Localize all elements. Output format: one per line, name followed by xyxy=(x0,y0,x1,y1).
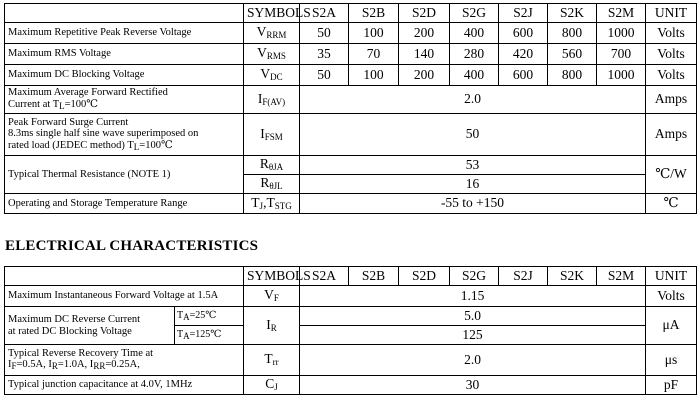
param-symbol: $I_{F(AV)}$ xyxy=(244,86,300,114)
param-desc: Maximum DC Blocking Voltage xyxy=(5,65,244,86)
param-desc: Peak Forward Surge Current 8.3ms single half sine wave superimposed on rated load (JEDEC method) TL=100℃ xyxy=(5,114,244,156)
header-part: S2J xyxy=(499,4,548,23)
value-cell: 200 xyxy=(399,23,450,44)
value-cell: 50 xyxy=(300,23,349,44)
value-cell: 560 xyxy=(548,44,597,65)
value-cell: 125 xyxy=(300,326,646,345)
unit-cell: Volts xyxy=(646,44,697,65)
unit-cell: ℃ xyxy=(646,194,697,214)
param-symbol: $R_{\theta JA}$ xyxy=(244,156,300,175)
param-symbol: $I_{FSM}$ xyxy=(244,114,300,156)
value-cell: 53 xyxy=(300,156,646,175)
unit-cell: Volts xyxy=(646,65,697,86)
value-cell: 100 xyxy=(349,65,399,86)
param-symbol: $T_J,T_{STG}$ xyxy=(244,194,300,214)
row-ir-25 xyxy=(5,307,697,326)
header-part: S2D xyxy=(399,4,450,23)
value-cell: 400 xyxy=(450,23,499,44)
header-part: S2B xyxy=(349,267,399,286)
unit-cell: μA xyxy=(646,307,697,345)
row-vrrm xyxy=(5,23,697,44)
param-symbol: $I_R$ xyxy=(244,307,300,345)
value-cell: 1000 xyxy=(597,23,646,44)
param-desc: Typical Reverse Recovery Time at IF=0.5A, IR=1.0A, IRR=0.25A, xyxy=(5,345,244,376)
value-cell: 35 xyxy=(300,44,349,65)
section-title: ELECTRICAL CHARACTERISTICS xyxy=(5,238,259,254)
value-cell: 280 xyxy=(450,44,499,65)
value-cell: 600 xyxy=(499,23,548,44)
header-part: S2A xyxy=(300,4,349,23)
param-desc: Maximum DC Reverse Current at rated DC Blocking Voltage xyxy=(5,307,175,345)
header-symbols: SYMBOLS xyxy=(244,267,300,286)
value-cell: 2.0 xyxy=(300,86,646,114)
param-desc: Maximum RMS Voltage xyxy=(5,44,244,65)
param-symbol: $C_J$ xyxy=(244,376,300,395)
value-cell: 400 xyxy=(450,65,499,86)
value-cell: 30 xyxy=(300,376,646,395)
header-part: S2J xyxy=(499,267,548,286)
header-part: S2D xyxy=(399,267,450,286)
param-symbol: $V_F$ xyxy=(244,286,300,307)
header-row xyxy=(5,267,697,286)
value-cell: 100 xyxy=(349,23,399,44)
header-part: S2M xyxy=(597,4,646,23)
header-part: S2K xyxy=(548,4,597,23)
param-desc: Maximum Repetitive Peak Reverse Voltage xyxy=(5,23,244,44)
header-unit: UNIT xyxy=(646,4,697,23)
value-cell: -55 to +150 xyxy=(300,194,646,214)
header-blank xyxy=(5,4,244,23)
electrical-table xyxy=(4,266,697,395)
header-part: S2A xyxy=(300,267,349,286)
param-symbol: $R_{\theta JL}$ xyxy=(244,175,300,194)
param-desc: Operating and Storage Temperature Range xyxy=(5,194,244,214)
max-ratings-table xyxy=(4,3,697,214)
value-cell: 700 xyxy=(597,44,646,65)
unit-cell: Amps xyxy=(646,114,697,156)
unit-cell: ℃/W xyxy=(646,156,697,194)
unit-cell: Amps xyxy=(646,86,697,114)
param-desc: Typical Thermal Resistance (NOTE 1) xyxy=(5,156,244,194)
unit-cell: Volts xyxy=(646,286,697,307)
param-symbol: $V_{DC}$ xyxy=(244,65,300,86)
header-part: S2G xyxy=(450,4,499,23)
row-trr xyxy=(5,345,697,376)
header-part: S2M xyxy=(597,267,646,286)
header-row xyxy=(5,4,697,23)
row-vf xyxy=(5,286,697,307)
header-part: S2G xyxy=(450,267,499,286)
value-cell: 2.0 xyxy=(300,345,646,376)
row-vrms xyxy=(5,44,697,65)
unit-cell: μs xyxy=(646,345,697,376)
value-cell: 200 xyxy=(399,65,450,86)
value-cell: 16 xyxy=(300,175,646,194)
header-symbols: SYMBOLS xyxy=(244,4,300,23)
row-ifsm xyxy=(5,114,697,156)
row-cj xyxy=(5,376,697,395)
row-ifav xyxy=(5,86,697,114)
value-cell: 800 xyxy=(548,65,597,86)
value-cell: 1.15 xyxy=(300,286,646,307)
row-temp xyxy=(5,194,697,214)
value-cell: 5.0 xyxy=(300,307,646,326)
unit-cell: pF xyxy=(646,376,697,395)
param-symbol: $V_{RRM}$ xyxy=(244,23,300,44)
header-blank xyxy=(5,267,244,286)
param-desc: Maximum Instantaneous Forward Voltage at 1.5A xyxy=(5,286,244,307)
param-desc: Maximum Average Forward Rectified Current at TL=100℃ xyxy=(5,86,244,114)
value-cell: 50 xyxy=(300,114,646,156)
unit-cell: Volts xyxy=(646,23,697,44)
param-symbol: $T_{rr}$ xyxy=(244,345,300,376)
header-part: S2B xyxy=(349,4,399,23)
value-cell: 800 xyxy=(548,23,597,44)
value-cell: 70 xyxy=(349,44,399,65)
value-cell: 50 xyxy=(300,65,349,86)
value-cell: 140 xyxy=(399,44,450,65)
value-cell: 1000 xyxy=(597,65,646,86)
row-vdc xyxy=(5,65,697,86)
param-desc: Typical junction capacitance at 4.0V, 1MHz xyxy=(5,376,244,395)
condition-cell: TA=25℃ xyxy=(175,307,244,326)
value-cell: 420 xyxy=(499,44,548,65)
condition-cell: TA=125℃ xyxy=(175,326,244,345)
header-part: S2K xyxy=(548,267,597,286)
row-thermal-ja xyxy=(5,156,697,175)
value-cell: 600 xyxy=(499,65,548,86)
param-symbol: $V_{RMS}$ xyxy=(244,44,300,65)
header-unit: UNIT xyxy=(646,267,697,286)
